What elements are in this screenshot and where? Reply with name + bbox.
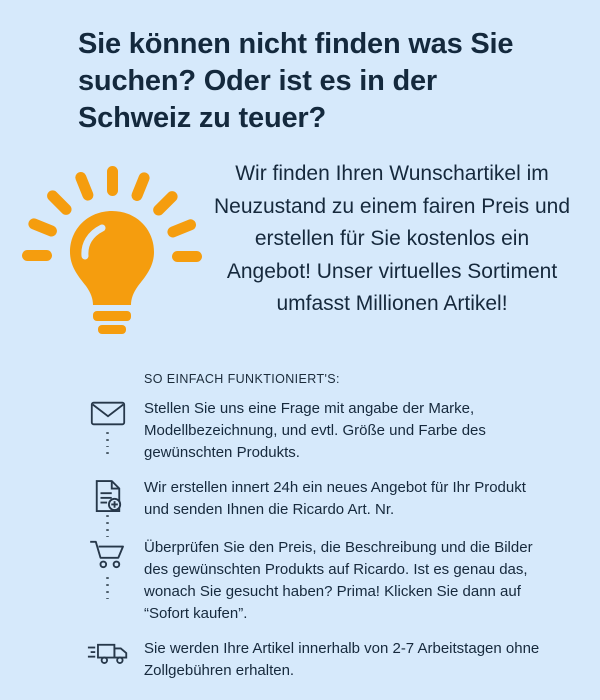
page-title: Sie können nicht finden was Sie suchen? Oder ist es in der Schweiz zu teuer? <box>78 28 514 134</box>
list-item <box>0 537 600 624</box>
intro-section <box>0 158 600 368</box>
list-item <box>0 638 600 684</box>
shopping-cart-icon <box>86 539 130 575</box>
envelope-icon <box>86 400 130 436</box>
step-connector <box>105 515 109 537</box>
steps-title: SO EINFACH FUNKTIONIERT'S: <box>144 372 340 386</box>
list-item <box>0 398 600 463</box>
step-connector <box>105 577 109 599</box>
list-item-label: Überprüfen Sie den Preis, die Beschreibung und die Bilder des gewünschten Produkts auf Ricardo. Ist es genau das, wonach Sie gesucht haben? Prima! Klicken Sie dann auf “Sofort kaufen”. <box>144 539 533 622</box>
steps-list <box>0 398 600 698</box>
list-item-label: Sie werden Ihre Artikel innerhalb von 2-7 Arbeitstagen ohne Zollgebühren erhalten. <box>144 640 540 679</box>
intro-paragraph: Wir finden Ihren Wunschartikel im Neuzustand zu einem fairen Preis und erstellen für Sie kostenlos ein Angebot! Unser virtuelles Sortiment umfasst Millionen Artikel! <box>213 162 571 316</box>
step-connector <box>105 432 109 454</box>
document-add-icon <box>86 479 130 515</box>
delivery-truck-icon <box>86 640 130 676</box>
list-item <box>0 477 600 523</box>
lightbulb-icon <box>22 166 202 346</box>
list-item-label: Wir erstellen innert 24h ein neues Angebot für Ihr Produkt und senden Ihnen die Ricardo Art. Nr. <box>144 479 526 518</box>
list-item-label: Stellen Sie uns eine Frage mit angabe der Marke, Modellbezeichnung, und evtl. Größe und Farbe des gewünschten Produkts. <box>144 400 486 461</box>
